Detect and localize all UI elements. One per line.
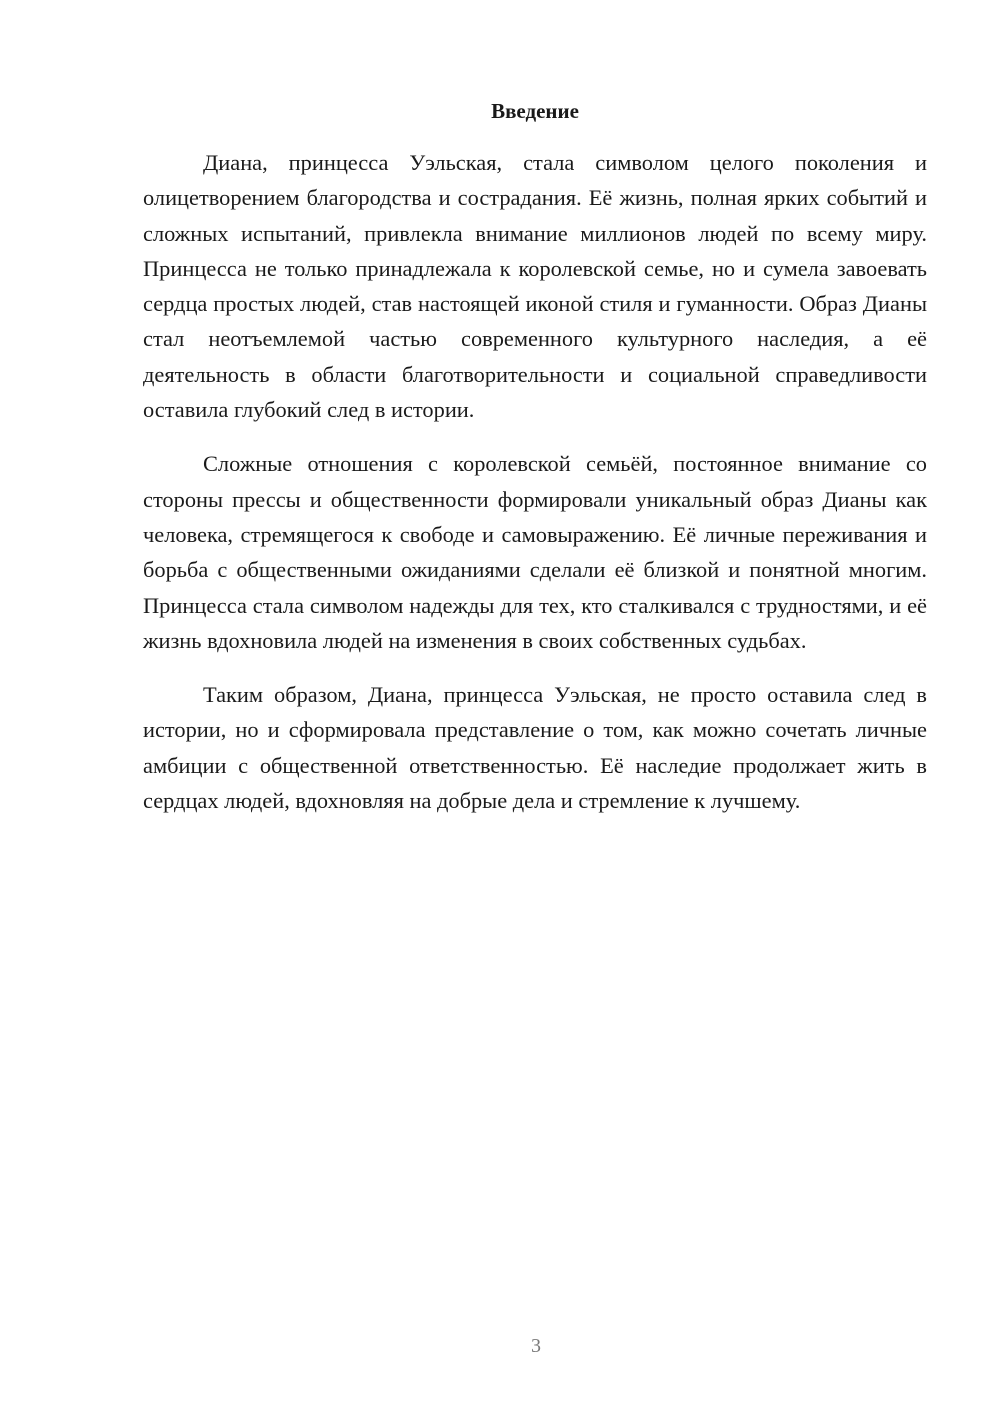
paragraph-1: Диана, принцесса Уэльская, стала символом целого поколения и олицетворением благородства и сострадания. Её жизнь, полная ярких событий и сложных испытаний, привлекла внимание миллионов людей по всему миру. Принцесса не только принадлежала к королевской семье, но и сумела завоевать сердца простых людей, став настоящей иконой стиля и гуманности. Образ Дианы стал неотъемлемой частью современного культурного наследия, а её деятельность в области благотворительности и социальной справедливости оставила глубокий след в истории. [143,150,927,423]
paragraph-2: Сложные отношения с королевской семьёй, постоянное внимание со стороны прессы и общественности формировали уникальный образ Дианы как человека, стремящегося к свободе и самовыражению. Её личные переживания и борьба с общественными ожиданиями сделали её близкой и понятной многим. Принцесса стала символом надежды для тех, кто сталкивался с трудностями, и её жизнь вдохновила людей на изменения в своих собственных судьбах. [143,451,927,653]
section-heading: Введение [491,99,579,123]
page-number: 3 [531,1335,541,1357]
page-content [143,97,927,818]
paragraph-3: Таким образом, Диана, принцесса Уэльская, не просто оставила след в истории, но и сформировала представление о том, как можно сочетать личные амбиции с общественной ответственностью. Её наследие продолжает жить в сердцах людей, вдохновляя на добрые дела и стремление к лучшему. [143,682,927,814]
